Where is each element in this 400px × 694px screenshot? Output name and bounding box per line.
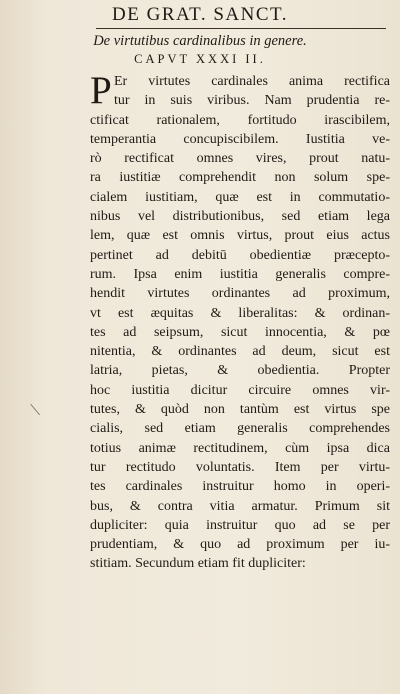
text-line: hendit virtutes ordinantes ad proximum, [90, 286, 390, 302]
chapter-heading: CAPVT XXXI II. [134, 52, 266, 66]
text-line: bus, & contra vitia armatur. Primum sit [90, 498, 390, 514]
text-line: hoc iustitia dicitur circuire omnes vir- [90, 382, 390, 398]
text-line: ctificat rationalem, fortitudo irascibilem, [90, 112, 390, 128]
text-line: totius animæ rectitudinem, cùm ipsa dica [90, 440, 390, 456]
text-line: tes cardinales instruitur homo in operi- [90, 479, 390, 495]
text-line: latria, pietas, & obedientia. Propter [90, 363, 390, 379]
text-line: prudentiam, & quo ad proximum per iu- [90, 537, 390, 553]
text-line: Er virtutes cardinales anima rectifica [114, 74, 390, 89]
text-line: rum. Ipsa enim iustitia generalis compre- [90, 266, 390, 282]
text-line: stitiam. Secundum etiam fit dupliciter: [90, 556, 306, 572]
text-line: cialis, sed etiam generalis comprehendes [90, 421, 390, 437]
text-line: dupliciter: quia instruitur quo ad se per [90, 517, 390, 533]
text-line: rò rectificat omnes vires, prout natu- [90, 151, 390, 167]
drop-cap-initial: P [90, 69, 112, 112]
section-subtitle: De virtutibus cardinalibus in genere. [93, 33, 307, 49]
text-line: cialem iustitiam, quæ est in commutatio- [90, 189, 390, 205]
text-line: nibus vel distributionibus, sed etiam lega [90, 209, 390, 225]
text-line: pertinet ad debitū obedientiæ præcepto- [90, 247, 390, 263]
header-rule [96, 28, 386, 29]
text-line: tes ad seipsum, sicut innocentia, & pœ [90, 324, 390, 340]
body-text [90, 69, 390, 574]
text-line: ra iustitiæ comprehendit non solum spe- [90, 170, 390, 186]
text-line: temperantia concupiscibilem. Iustitia ve- [90, 131, 390, 147]
text-line: tutes, & quòd non tantùm est virtus spe [90, 402, 390, 418]
text-line: tur rectitudo voluntatis. Item per virtu- [90, 459, 390, 475]
running-head: DE GRAT. SANCT. [112, 4, 288, 25]
text-line: tur in suis viribus. Nam prudentia re- [114, 93, 390, 109]
text-line: nitentia, & ordinantes ad deum, sicut est [90, 344, 390, 360]
text-line: vt est æquitas & liberalitas: & ordinan- [90, 305, 390, 321]
text-line: lem, quæ est omnis virtus, prout eius actus [90, 228, 390, 244]
margin-mark [30, 395, 50, 415]
